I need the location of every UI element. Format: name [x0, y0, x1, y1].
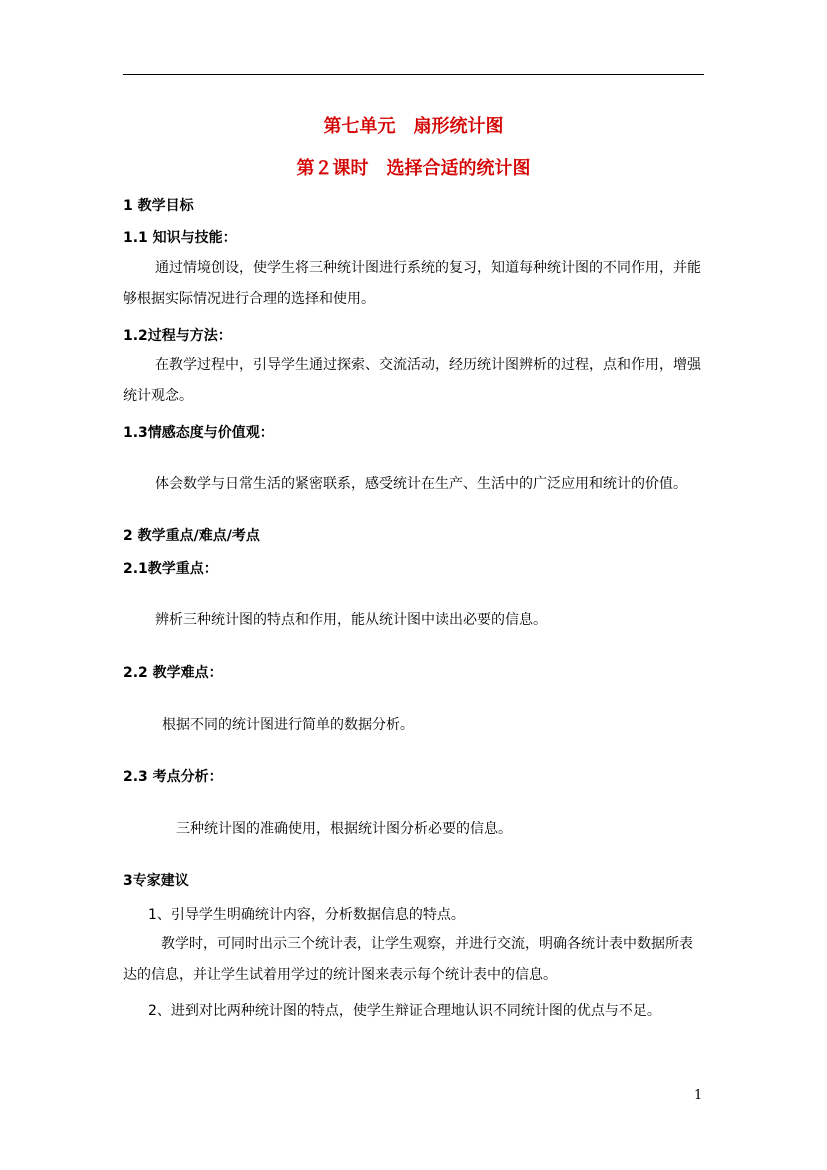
document-title: 第七单元 扇形统计图 [323, 116, 504, 137]
section-heading: 1 教学目标 [123, 198, 194, 214]
paragraph: 根据不同的统计图进行简单的数据分析。 [162, 717, 414, 733]
section-heading: 2 教学重点/难点/考点 [123, 528, 260, 544]
paragraph: 在教学过程中，引导学生通过探索、交流活动，经历统计图辨析的过程，点和作用，增强统计观念。 [123, 357, 701, 404]
list-item: 2、进到对比两种统计图的特点，使学生辩证合理地认识不同统计图的优点与不足。 [148, 1003, 661, 1019]
header-rule [123, 74, 704, 75]
section-heading: 3专家建议 [123, 873, 189, 889]
subsection-heading: 2.1教学重点： [123, 561, 218, 577]
paragraph: 通过情境创设，使学生将三种统计图进行系统的复习，知道每种统计图的不同作用，并能够根据实际情况进行合理的选择和使用。 [123, 260, 701, 307]
subsection-heading: 1.1 知识与技能： [123, 230, 237, 246]
list-item: 1、引导学生明确统计内容，分析数据信息的特点。 [148, 907, 465, 923]
paragraph: 教学时，可同时出示三个统计表，让学生观察，并进行交流，明确各统计表中数据所表达的信息，并让学生试着用学过的统计图来表示每个统计表中的信息。 [123, 936, 693, 983]
page-number: 1 [694, 1088, 703, 1103]
document-subtitle: 第２课时 选择合适的统计图 [296, 158, 531, 179]
paragraph: 辨析三种统计图的特点和作用，能从统计图中读出必要的信息。 [155, 612, 547, 628]
subsection-heading: 2.2 教学难点： [123, 665, 223, 681]
subsection-heading: 1.2过程与方法： [123, 328, 232, 344]
paragraph: 三种统计图的准确使用，根据统计图分析必要的信息。 [176, 821, 512, 837]
paragraph: 体会数学与日常生活的紧密联系，感受统计在生产、生活中的广泛应用和统计的价值。 [155, 476, 687, 492]
subsection-heading: 1.3情感态度与价值观： [123, 425, 274, 441]
subsection-heading: 2.3 考点分析： [123, 769, 223, 785]
